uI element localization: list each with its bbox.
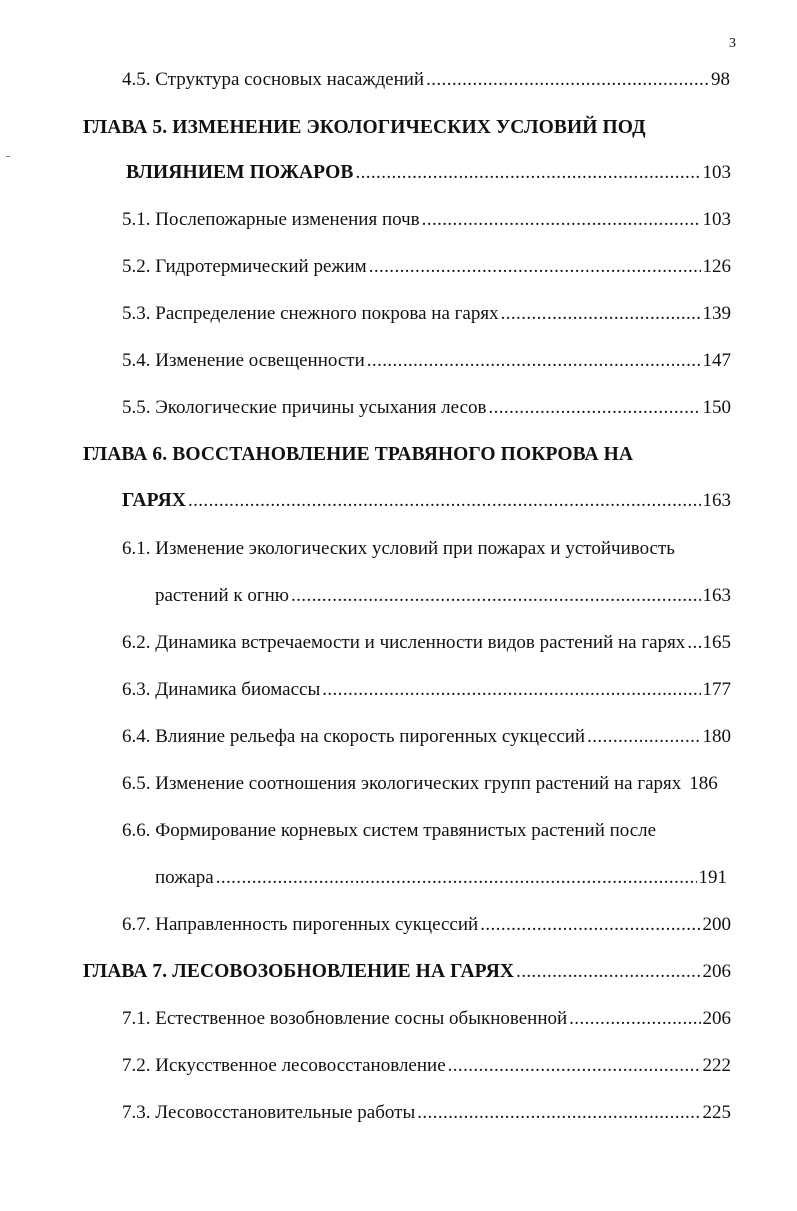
chapter-heading — [83, 960, 731, 984]
toc-entry-label: 6.1. Изменение экологических условий при пожарах и устойчивость — [122, 538, 675, 559]
toc-entry-page: 163 — [702, 585, 731, 606]
toc-entry — [122, 255, 731, 279]
toc-entry-page: 163 — [702, 490, 731, 511]
chapter-heading-label: ГЛАВА 5. ИЗМЕНЕНИЕ ЭКОЛОГИЧЕСКИХ УСЛОВИЙ ПОД — [83, 117, 646, 138]
margin-mark — [6, 156, 10, 157]
leader-dots — [367, 349, 701, 373]
toc-entry — [122, 302, 731, 326]
toc-entry — [122, 208, 731, 232]
toc-entry-label: 7.2. Искусственное лесовосстановление — [122, 1055, 446, 1076]
toc-entry-label: 6.5. Изменение соотношения экологических групп растений на гарях — [122, 773, 682, 794]
toc-entry — [122, 772, 718, 796]
toc-entry-page: 147 — [702, 350, 731, 371]
leader-dots — [417, 1101, 700, 1125]
toc-entry-label: 7.3. Лесовосстановительные работы — [122, 1102, 416, 1123]
leader-dots — [516, 960, 700, 984]
leader-dots — [569, 1007, 700, 1031]
chapter-heading — [83, 116, 646, 140]
leader-dots — [488, 396, 700, 420]
toc-entry-page: 103 — [702, 209, 731, 230]
toc-entry-page: 206 — [702, 961, 731, 982]
toc-entry-page: 225 — [702, 1102, 731, 1123]
toc-entry — [122, 537, 675, 561]
toc-entry-label: 5.1. Послепожарные изменения почв — [122, 209, 420, 230]
leader-dots — [216, 866, 697, 890]
toc-entry-page: 150 — [702, 397, 731, 418]
toc-entry-label: 6.2. Динамика встречаемости и численности видов растений на гарях — [122, 632, 686, 653]
toc-entry — [122, 725, 731, 749]
chapter-heading — [83, 443, 633, 467]
toc-entry-page: 180 — [702, 726, 731, 747]
toc-entry-label: 6.7. Направленность пирогенных сукцессий — [122, 914, 479, 935]
toc-entry-label: 4.5. Структура сосновых насаждений — [122, 69, 425, 90]
leader-dots — [501, 302, 701, 326]
toc-entry — [122, 349, 731, 373]
toc-entry-label: 5.5. Экологические причины усыхания лесов — [122, 397, 487, 418]
leader-dots — [322, 678, 700, 702]
toc-entry-label: 5.4. Изменение освещенности — [122, 350, 365, 371]
leader-dots — [355, 161, 700, 185]
toc-entry — [122, 1007, 731, 1031]
leader-dots — [426, 68, 709, 92]
toc-entry-label: 5.2. Гидротермический режим — [122, 256, 367, 277]
leader-dots — [291, 584, 701, 608]
leader-dots — [188, 489, 701, 513]
page-number: 3 — [729, 36, 736, 51]
toc-entry-page: 98 — [711, 69, 730, 90]
chapter-heading-label: ГЛАВА 6. ВОССТАНОВЛЕНИЕ ТРАВЯНОГО ПОКРОВА НА — [83, 444, 634, 465]
chapter-heading-continuation — [126, 161, 731, 185]
toc-entry — [122, 1101, 731, 1125]
toc-entry-label: 5.3. Распределение снежного покрова на гарях — [122, 303, 499, 324]
leader-dots — [369, 255, 701, 279]
toc-entry-page: 177 — [702, 679, 731, 700]
toc-entry-page: 165 — [702, 632, 731, 653]
toc-entry-page: 139 — [702, 303, 731, 324]
leader-dots — [587, 725, 700, 749]
toc-entry-label: 6.6. Формирование корневых систем травянистых растений после — [122, 820, 657, 841]
leader-dots — [480, 913, 700, 937]
toc-entry-label: пожара — [155, 867, 214, 888]
toc-entry — [122, 678, 731, 702]
toc-entry-page: 222 — [702, 1055, 731, 1076]
chapter-heading-label: ВЛИЯНИЕМ ПОЖАРОВ — [126, 162, 354, 183]
toc-entry-page: 200 — [702, 914, 731, 935]
toc-entry-page: 191 — [698, 867, 727, 888]
toc-entry-page: 103 — [702, 162, 731, 183]
toc-entry — [122, 631, 731, 655]
leader-dots — [687, 631, 700, 655]
toc-entry-page: 126 — [702, 256, 731, 277]
toc-entry-label: 6.4. Влияние рельефа на скорость пирогенных сукцессий — [122, 726, 586, 747]
toc-entry — [122, 1054, 731, 1078]
toc-entry-page: 206 — [702, 1008, 731, 1029]
toc-entry — [122, 396, 731, 420]
toc-entry-label: растений к огню — [155, 585, 289, 606]
chapter-heading-continuation — [122, 489, 731, 513]
toc-entry-continuation — [155, 584, 731, 608]
toc-entry — [122, 819, 656, 843]
toc-entry-label: 7.1. Естественное возобновление сосны обыкновенной — [122, 1008, 568, 1029]
chapter-heading-label: ГАРЯХ — [122, 490, 186, 511]
toc-entry-continuation — [155, 866, 727, 890]
chapter-heading-label: ГЛАВА 7. ЛЕСОВОЗОБНОВЛЕНИЕ НА ГАРЯХ — [83, 961, 515, 982]
toc-entry — [122, 68, 730, 92]
toc-entry-page: 186 — [689, 773, 718, 794]
leader-dots — [422, 208, 701, 232]
toc-entry — [122, 913, 731, 937]
toc-entry-label: 6.3. Динамика биомассы — [122, 679, 321, 700]
leader-dots — [448, 1054, 701, 1078]
